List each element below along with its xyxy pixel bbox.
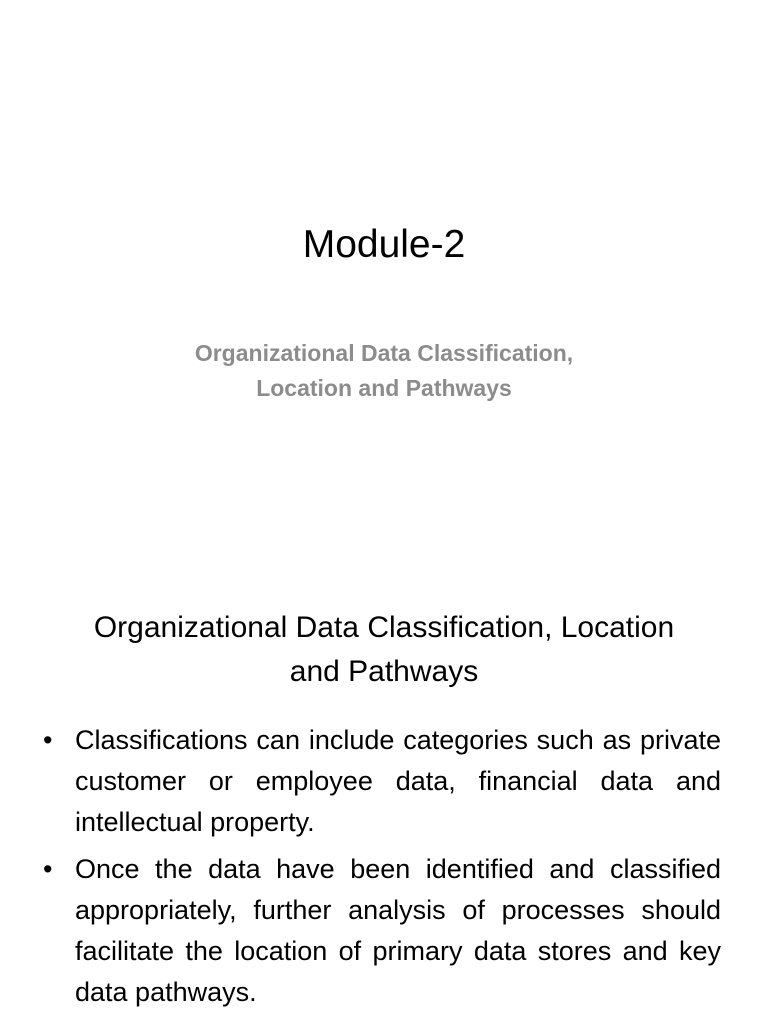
- bullet-icon: •: [43, 725, 53, 755]
- bullet-item: [43, 720, 721, 843]
- bullet-item: [43, 849, 721, 1013]
- title-line: and Pathways: [289, 655, 479, 688]
- title-line: Organizational Data Classification, Location: [93, 611, 675, 644]
- slide-title: Module-2: [302, 223, 466, 266]
- content-slide: [0, 592, 768, 1024]
- content-slide-title: [0, 606, 768, 694]
- bullet-text: Once the data have been identified and classified appropriately, further analysis of processes should facilitate the location of primary data stores and key data pathways.: [75, 854, 721, 1007]
- bullet-text: Classifications can include categories such as private customer or employee data, financial data and intellectual property.: [75, 725, 721, 837]
- bullet-list: [43, 720, 721, 1019]
- subtitle-line: Organizational Data Classification,: [194, 340, 574, 366]
- subtitle-line: Location and Pathways: [256, 375, 512, 401]
- slide-subtitle: [0, 336, 768, 406]
- bullet-icon: •: [43, 854, 53, 884]
